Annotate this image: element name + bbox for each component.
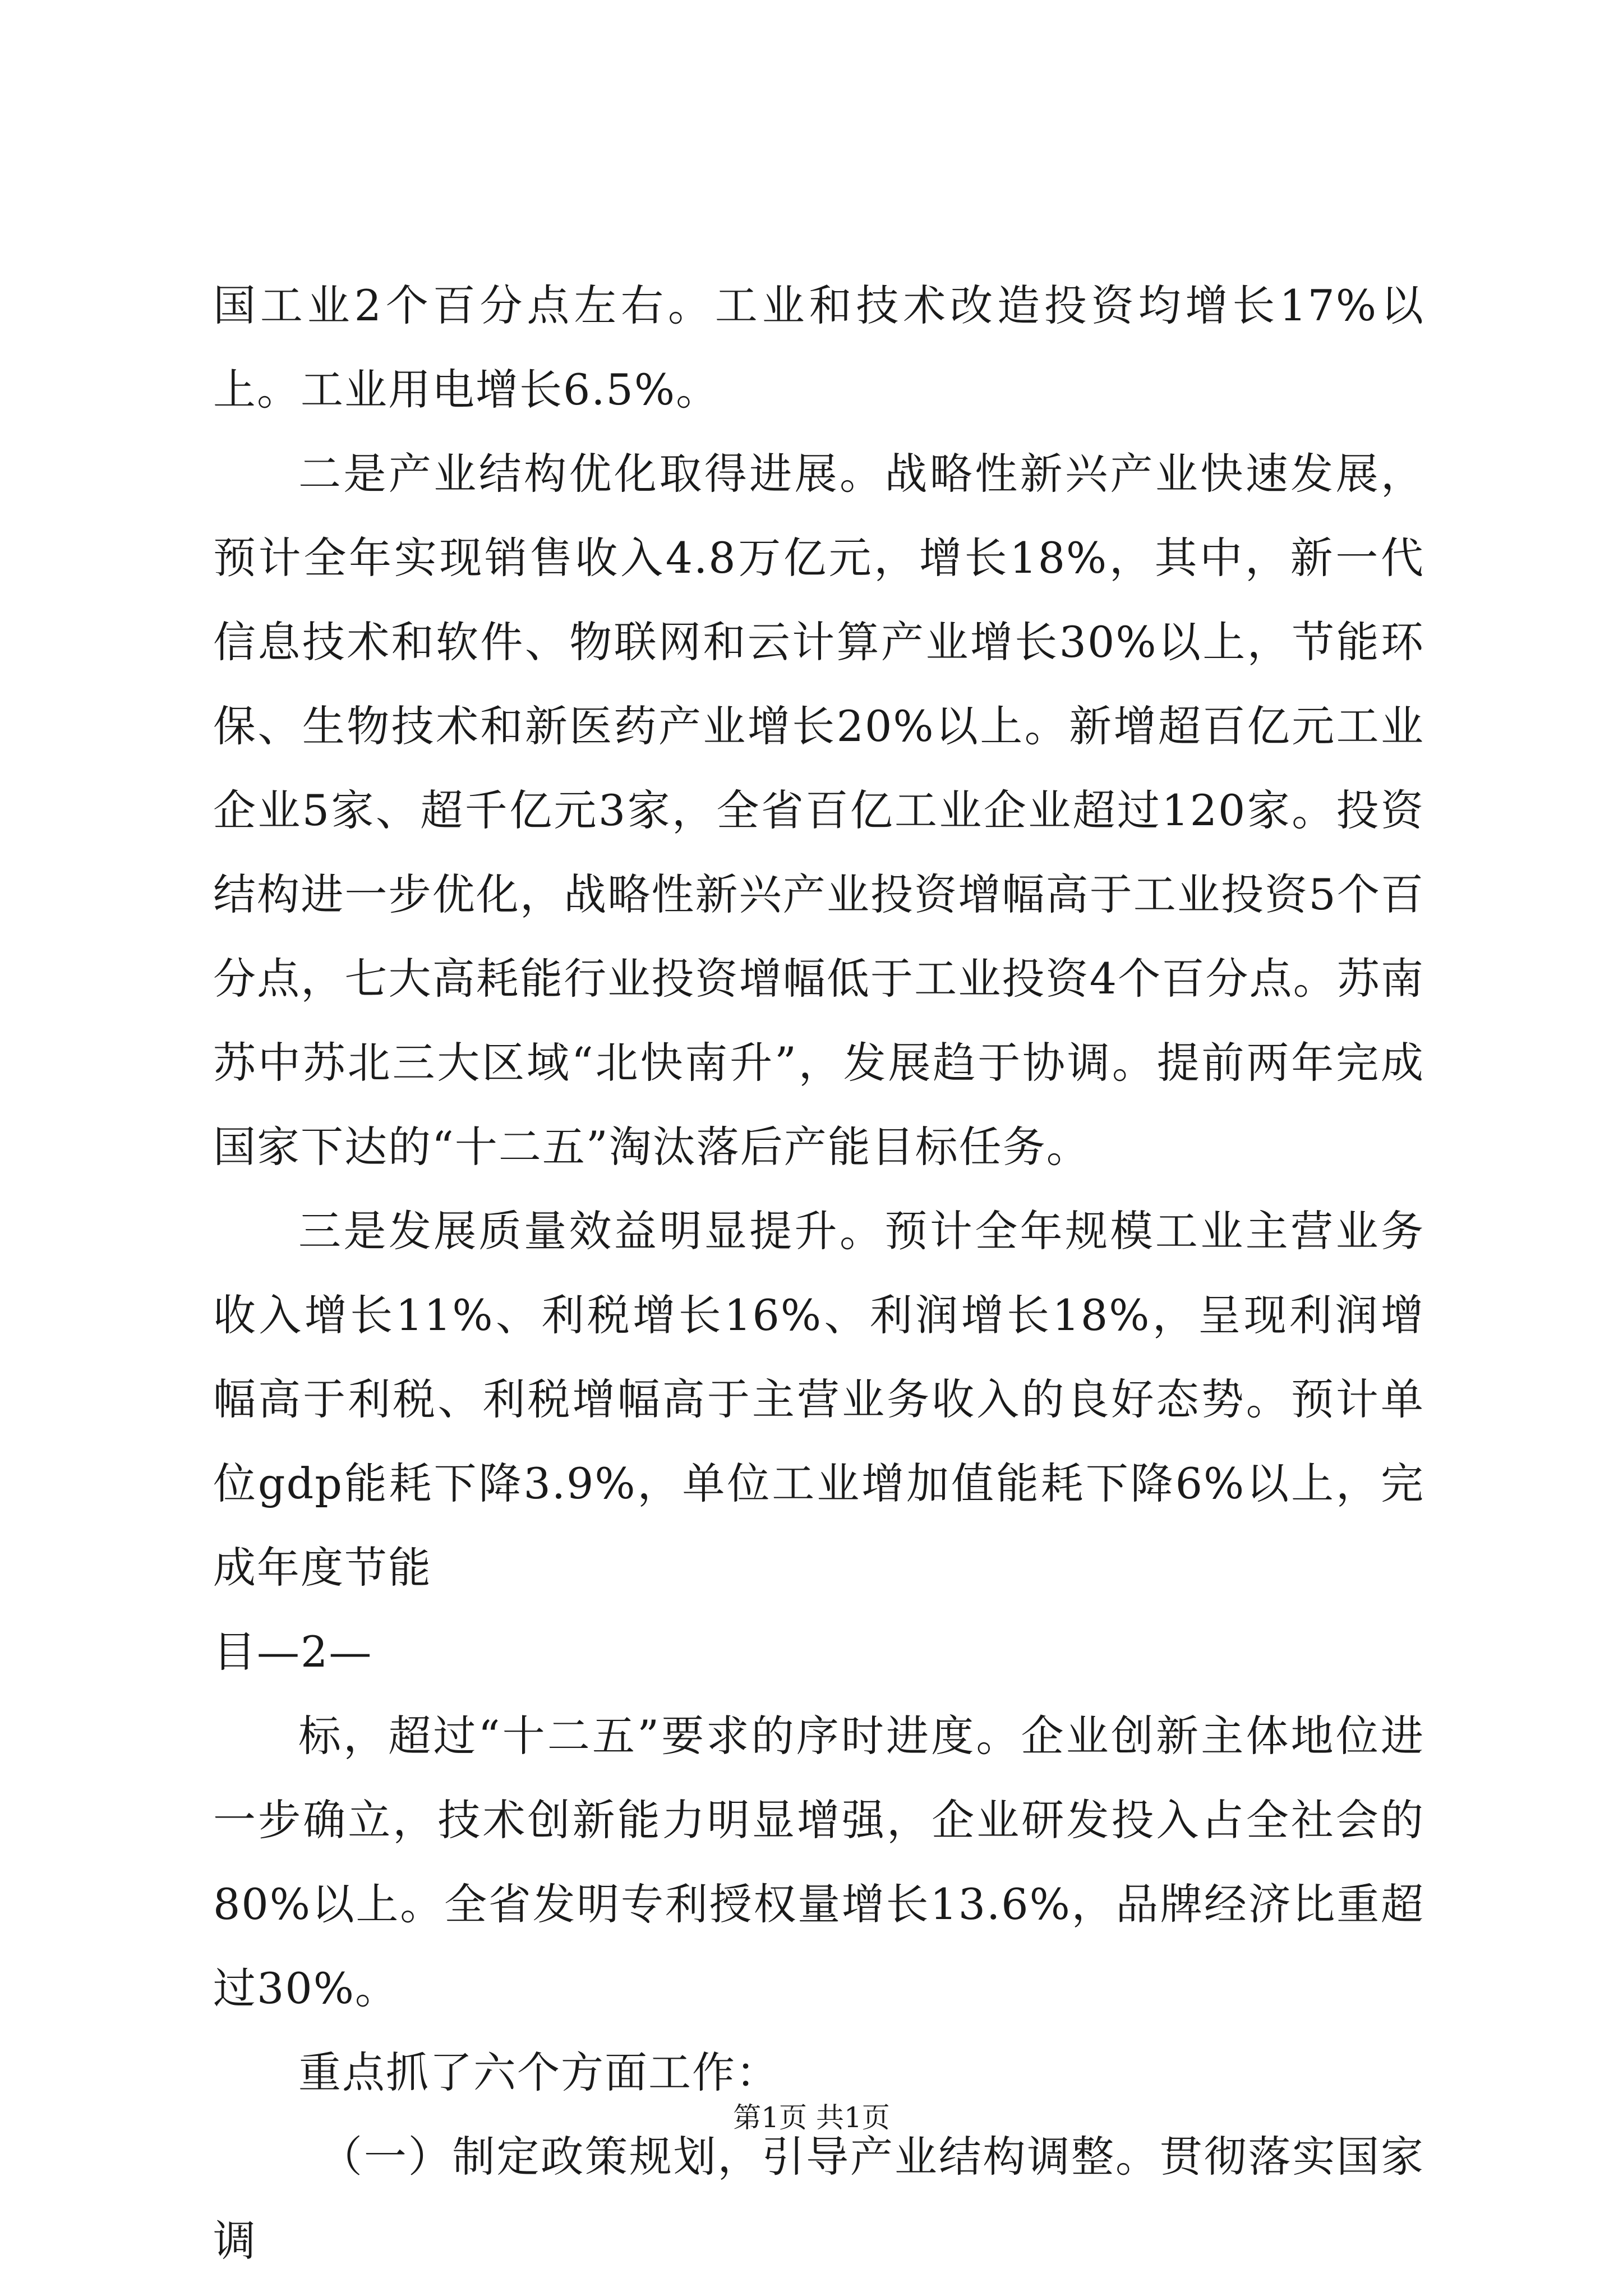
page-number-label: 第1页 共1页 <box>733 2101 890 2134</box>
paragraph-1: 国工业2个百分点左右。工业和技术改造投资均增长17%以上。工业用电增长6.5%。 <box>213 280 1424 415</box>
paragraph-5: 标，超过“十二五”要求的序时进度。企业创新主体地位进一步确立，技术创新能力明显增强，企业研发投入占全社会的80%以上。全省发明专利授权量增长13.6%，品牌经济比重超过30%。 <box>213 1711 1424 2013</box>
paragraph-2: 二是产业结构优化取得进展。战略性新兴产业快速发展，预计全年实现销售收入4.8万亿元，增长18%，其中，新一代信息技术和软件、物联网和云计算产业增长30%以上，节能环保、生物技术和新医药产业增长20%以上。新增超百亿元工业企业5家、超千亿元3家，全省百亿工业企业超过120家。投资结构进一步优化，战略性新兴产业投资增幅高于工业投资5个百分点，七大高耗能行业投资增幅低于工业投资4个百分点。苏南苏中苏北三大区域“北快南升”，发展趋于协调。提前两年完成国家下达的“十二五”淘汰落后产能目标任务。 <box>213 449 1424 1172</box>
document-body <box>213 264 1424 2283</box>
paragraph-6: 重点抓了六个方面工作： <box>298 2047 780 2097</box>
page-footer <box>0 2095 1623 2136</box>
paragraph-3: 三是发展质量效益明显提升。预计全年规模工业主营业务收入增长11%、利税增长16%、利润增长18%，呈现利润增幅高于利税、利税增幅高于主营业务收入的良好态势。预计单位gdp能耗下降3.9%，单位工业增加值能耗下降6%以上，完成年度节能 <box>213 1206 1424 1593</box>
paragraph-7: （一）制定政策规划，引导产业结构调整。贯彻落实国家调 <box>213 2132 1424 2266</box>
paragraph-4: 目—2— <box>213 1627 373 1677</box>
